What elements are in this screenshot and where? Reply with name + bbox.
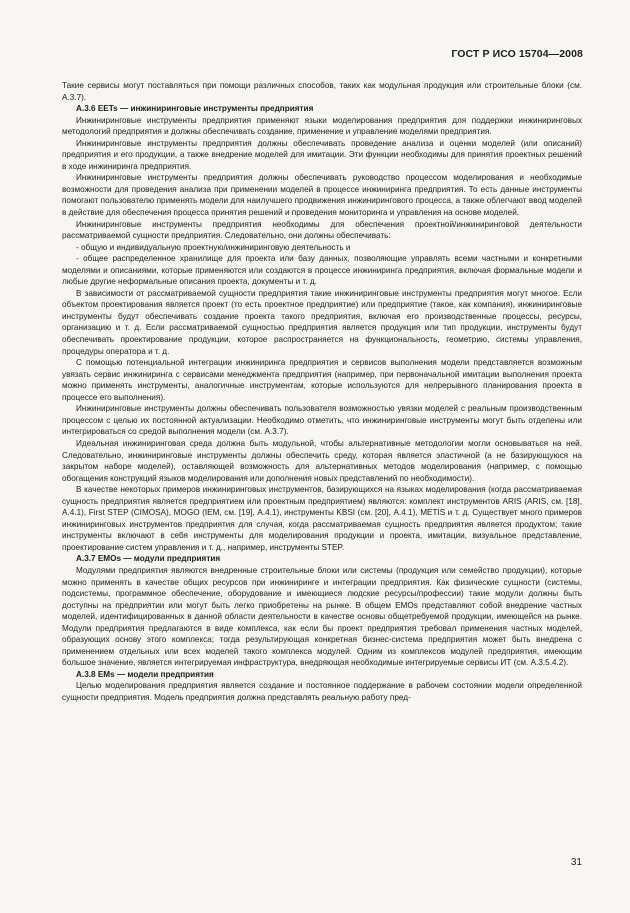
paragraph: Такие сервисы могут поставляться при помощи различных способов, таких как модульная продукция или строительные блоки (см. А.3.7). (62, 81, 582, 102)
paragraph: Модулями предприятия являются внедренные строительные блоки или системы (продукция или семейство продукции), которые можно применять в качестве общих ресурсов при инжиниринге и интеграции предприятия. Как физические сущности (системы, подсистемы, программное обеспечение, оборудование и имеющиеся людские ресурсы/профессии) такие модули должны быть доступны на предприятии или могут быть легко приобретены на рынке. В общем EMOs представляют собой внедрение частных моделей, идентифицированных в данной области деятельности в качестве основы общетребуемой продукции, имеющейся на рынке. Модули предприятия предлагаются в виде комплекса, как если бы проект предприятия требовал применения частных моделей, образующих основу этого комплекса; тогда результирующая конкретная бизнес-система предприятия может быть внедрена с применением отдельных или всех моделей такого комплекса модулей. Одним из комплексов модулей предприятия, имеющим большое значение, является интегрируемая инфраструктура, внедряющая необходимые интегрируемые сервисы ИТ (см. А.3.5.4.2). (62, 565, 582, 668)
section-heading-a-3-8: А.3.8 EMs — модели предприятия (76, 669, 214, 679)
paragraph: В зависимости от рассматриваемой сущности предприятия такие инжиниринговые инструменты предприятия могут многое. Если объектом проектирования является проект (то есть проектное предприятие) или предприятие (такое, как компания), инжиниринговые инструменты будут обеспечивать создание проекта такого предприятия, включая его производственные процессы, ресурсы, организацию и т. д. Если рассматриваемой сущностью предприятия является продукция или тип продукции, инструменты будут обеспечивать проектирование продукции, которое распространяется на функциональность, геометрию, системы управления, процедуры оператора и т. д. (62, 288, 582, 356)
paragraph: Инжиниринговые инструменты предприятия необходимы для обеспечения проектной/инжиниринговой деятельности рассматриваемой сущности предприятия. Следовательно, они должны обеспечивать: (62, 219, 582, 241)
paragraph: Инжиниринговые инструменты предприятия применяют языки моделирования предприятия для поддержки инжиниринговых методологий предприятия и должны обеспечивать создание, применение и управление моделями предприятия. (62, 115, 582, 137)
list-item: - общее распределенное хранилище для проекта или базу данных, позволяющие управлять всеми частными и конкретными моделями и описаниями, которые применяются или создаются в процессе инжиниринга предприятия, включая формальные модели и любые другие неформальные описания проекта, документы и т. д. (62, 254, 582, 287)
paragraph: Целью моделирования предприятия является создание и постоянное поддержание в рабочем состоянии модели определенной сущности предприятия. Модель предприятия должна представлять реальную работу пред- (62, 681, 582, 702)
paragraph: Инжиниринговые инструменты предприятия должны обеспечивать проведение анализа и оценки моделей (или описаний) предприятия и его продукции, а также внедрение моделей для имитации. Эти функции необходимы для принятия проектных решений в ходе инжиниринга предприятия. (62, 138, 582, 171)
paragraph: Инжиниринговые инструменты должны обеспечивать пользователя возможностью увязки моделей с реальным производственным процессом с целью их постоянной актуализации. Необходимо отметить, что инжиниринговые инструменты могут быть отделены или интегрироваться со средой выполнения модели (см. А.3.7). (62, 404, 582, 437)
paragraph: Инжиниринговые инструменты предприятия должны обеспечивать руководство процессом моделирования и необходимые возможности для проведения анализа при применении моделей в процессе инжиниринга предприятия. То есть данные инструменты помогают пользователю применять модели для наилучшего продвижения инжинирингового процесса, а также облегчают ввод моделей в действие для обеспечения процесса принятия решений и проведения мониторинга и управления на основе моделей. (62, 173, 582, 218)
list-item: - общую и индивидуальную проектную/инжиниринговую деятельность и (76, 242, 351, 252)
section-heading-a-3-6: А.3.6 EETs — инжиниринговые инструменты предприятия (76, 104, 314, 114)
section-heading-a-3-7: А.3.7 EMOs — модули предприятия (76, 554, 221, 564)
document-body (62, 80, 582, 704)
paragraph: С помощью потенциальной интеграции инжиниринга предприятия и сервисов выполнения модели представляется возможным увязать сервис инжиниринга с сервисами менеджмента предприятия (например, при первоначальной имитации выполнения проекта можно применять инструменты, аналогичные инструментам, которые используются для непрерывного планирования проекта в процессе его выполнения). (62, 358, 582, 402)
standard-header: ГОСТ Р ИСО 15704—2008 (451, 48, 583, 60)
paragraph: Идеальная инжиниринговая среда должна быть модульной, чтобы альтернативные методологии могли основываться на ней. Следовательно, инжиниринговые инструменты должны обеспечить среду, которая является эластичной (а не базирующуюся на закрытом наборе моделей), оставляющей возможность для альтернативных методов моделирования (например, с помощью обогащения конструкций языков моделирования или дополнения новых представлений по необходимости). (62, 438, 582, 483)
paragraph: В качестве некоторых примеров инжиниринговых инструментов, базирующихся на языках моделирования (когда рассматриваемая сущность предприятия является предприятием или проектным предприятием) являются: комплект инструментов ARIS (ARIS, см. [18], А.4.1), First STEP (CIMOSA), MOGO (IEM, см. [19], А.4.1), инструменты KBSI (см. [20], А.4.1), METIS и т. д. Существует много примеров инжиниринговых инструментов предприятия для случая, когда рассматриваемая сущность предприятия является продуктом; такие инструменты включают в себя инструменты для моделирования продукции и проекта, имитации, визуальное представление, проектирование систем управления и т. д., например, инструменты STEP. (62, 485, 582, 552)
page-number: 31 (570, 857, 582, 868)
